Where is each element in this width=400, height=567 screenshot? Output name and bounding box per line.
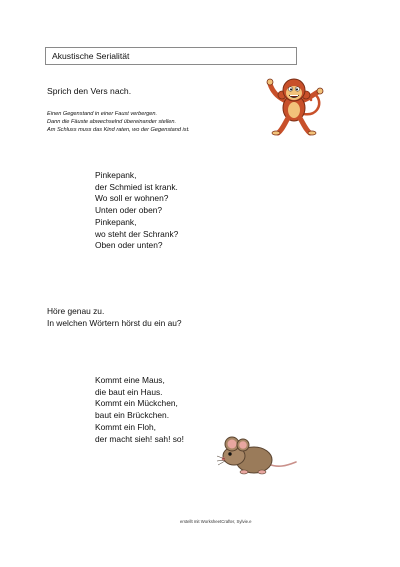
verse-line: Kommt ein Floh, [95,421,156,432]
instruction-line: Am Schluss muss das Kind raten, wo der Gegenstand ist. [47,127,190,133]
instructions [47,110,190,134]
title-box [45,47,297,65]
verse-line: die baut ein Haus. [95,386,163,397]
mouse-illustration [216,432,298,478]
instruction-line: Dann die Fäuste abwechselnd übereinander stellen. [47,119,177,125]
section2-task [47,306,182,329]
verse-maus [95,375,184,445]
verse-line: Kommt ein Mückchen, [95,398,178,409]
task-line: Höre genau zu. [47,306,105,316]
verse-line: wo steht der Schrank? [95,228,179,239]
verse-line: der Schmied ist krank. [95,181,178,192]
verse-line: der macht sieh! sah! so! [95,433,184,444]
verse-line: Unten oder oben? [95,205,163,216]
verse-line: baut ein Brückchen. [95,410,170,421]
task-line: In welchen Wörtern hörst du ein au? [47,317,182,328]
verse-line: Pinkepank, [95,170,137,180]
instruction-line: Einen Gegenstand in einer Faust verbergen. [47,111,158,117]
section1-heading: Sprich den Vers nach. [47,86,132,96]
footer-credit: erstellt mit WorksheetCrafter, Sylvie.e [180,519,252,524]
verse-line: Kommt eine Maus, [95,375,165,385]
page-title: Akustische Serialität [52,51,130,61]
verse-line: Pinkepank, [95,216,137,227]
verse-line: Wo soll er wohnen? [95,193,169,204]
verse-line: Oben oder unten? [95,240,163,251]
verse-pinkepank [95,170,178,252]
monkey-illustration [264,70,326,136]
